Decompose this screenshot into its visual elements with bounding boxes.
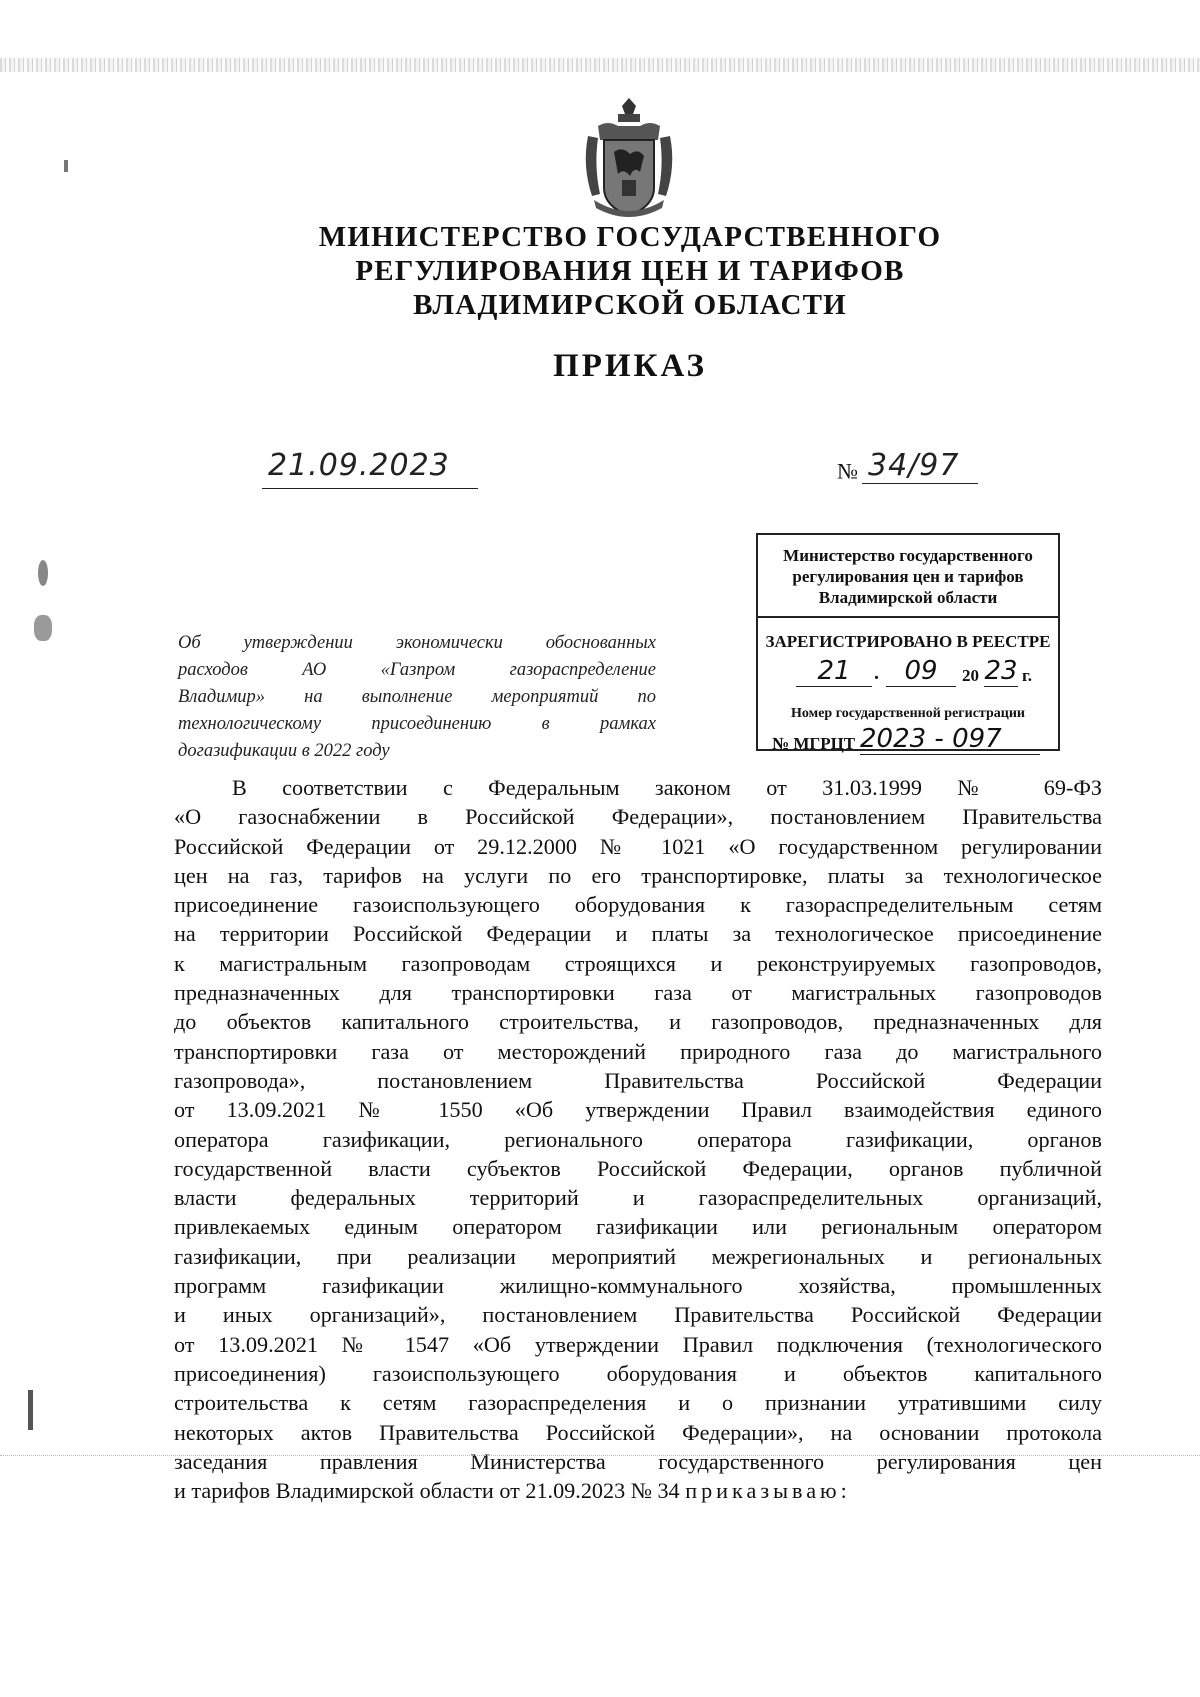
body-line: Российской Федерации от 29.12.2000 № 1021 «О государственном регулировании [174,833,1102,859]
order-number [837,448,987,488]
body-line: от 13.09.2021 № 1550 «Об утверждении Правил взаимодействия единого [174,1097,1102,1123]
body-line: строительства к сетям газораспределения и о признании утратившими силу [174,1390,1102,1416]
order-subject [178,630,656,765]
body-line: «О газоснабжении в Российской Федерации», постановлением Правительства [174,804,1102,830]
order-number-value: 34/97 [862,448,978,484]
subject-line: технологическому присоединению в рамках [178,714,656,734]
stamp-reg-number-value: 2023 - 097 [860,724,1040,755]
stamp-year-prefix: 20 [962,666,979,685]
order-number-label: № [837,458,858,484]
body-line: транспортировки газа от месторождений природного газа до магистрального [174,1038,1102,1064]
body-line: от 13.09.2021 № 1547 «Об утверждении Правил подключения (технологического [174,1331,1102,1357]
ministry-name [250,220,1010,322]
ministry-line: РЕГУЛИРОВАНИЯ ЦЕН И ТАРИФОВ [355,255,905,287]
body-line: предназначенных для транспортировки газа от магистральных газопроводов [174,980,1102,1006]
stamp-year-label: г. [1022,666,1033,685]
scan-fold-line [0,1455,1200,1456]
body-line: цен на газ, тарифов на услуги по его транспортировке, платы за технологическое [174,862,1102,888]
body-line: оператора газификации, регионального оператора газификации, органов [174,1126,1102,1152]
body-line: присоединения) газоиспользующего оборудования и объектов капитального [174,1360,1102,1386]
stamp-reg-prefix: № МГРЦТ [772,734,856,753]
body-line: газификации, при реализации мероприятий межрегиональных и региональных [174,1243,1102,1269]
stamp-org-line: Владимирской области [818,588,998,607]
subject-line: расходов АО «Газпром газораспределение [178,660,656,680]
body-line: на территории Российской Федерации и платы за технологическое присоединение [174,921,1102,947]
stamp-registered-label: ЗАРЕГИСТРИРОВАНО В РЕЕСТРЕ [765,632,1051,651]
subject-line: Владимир» на выполнение мероприятий по [178,687,656,707]
body-line: привлекаемых единым оператором газификации или региональным оператором [174,1214,1102,1240]
body-line: газопровода», постановлением Правительства Российской Федерации [174,1067,1102,1093]
stamp-org-line: Министерство государственного [783,546,1033,565]
stamp-reg-number [758,724,1058,758]
scan-speck [28,1390,33,1430]
stamp-day: 21 [796,656,872,687]
scan-speck [64,160,68,172]
ministry-line: ВЛАДИМИРСКОЙ ОБЛАСТИ [413,289,847,321]
scan-edge-artifact [0,58,1200,72]
body-line: заседания правления Министерства государственного регулирования цен [174,1448,1102,1474]
order-directive: приказываю: [685,1478,851,1504]
registration-stamp [756,533,1060,754]
body-line: присоединение газоиспользующего оборудования к газораспределительным сетям [174,892,1102,918]
order-date-value: 21.09.2023 [268,448,450,483]
stamp-year-suffix: 23 [984,656,1018,686]
body-line: некоторых актов Правительства Российской Федерации», на основании протокола [174,1419,1102,1445]
body-line: до объектов капитального строительства, и газопроводов, предназначенных для [174,1009,1102,1035]
ministry-line: МИНИСТЕРСТВО ГОСУДАРСТВЕННОГО [318,221,942,253]
body-line: и иных организаций», постановлением Правительства Российской Федерации [174,1302,1102,1328]
coat-of-arms-emblem [578,96,680,222]
body-last-line [174,1476,1102,1505]
order-body [174,773,1102,1505]
stamp-organization [758,535,1058,618]
stamp-month: 09 [886,656,956,687]
scan-speck [38,560,48,586]
scan-speck [34,615,52,641]
stamp-org-line: регулирования цен и тарифов [792,567,1024,586]
subject-line: догазификации в 2022 году [178,741,390,761]
document-type: ПРИКАЗ [553,348,707,384]
body-line: государственной власти субъектов Российской Федерации, органов публичной [174,1155,1102,1181]
body-line: к магистральным газопроводам строящихся и реконструируемых газопроводов, [174,950,1102,976]
stamp-reg-number-label: Номер государственной регистрации [791,706,1025,721]
stamp-date: 21 . 09 20 23 г. [758,656,1058,692]
body-last-line-text: и тарифов Владимирской области от 21.09.2023 № 34 [174,1478,680,1504]
body-line: власти федеральных территорий и газораспределительных организаций, [174,1185,1102,1211]
subject-line: Об утверждении экономически обоснованных [178,633,656,653]
order-date [262,448,478,489]
body-line: программ газификации жилищно-коммунального хозяйства, промышленных [174,1273,1102,1299]
body-line: В соответствии с Федеральным законом от 31.03.1999 № 69-ФЗ [232,775,1102,800]
